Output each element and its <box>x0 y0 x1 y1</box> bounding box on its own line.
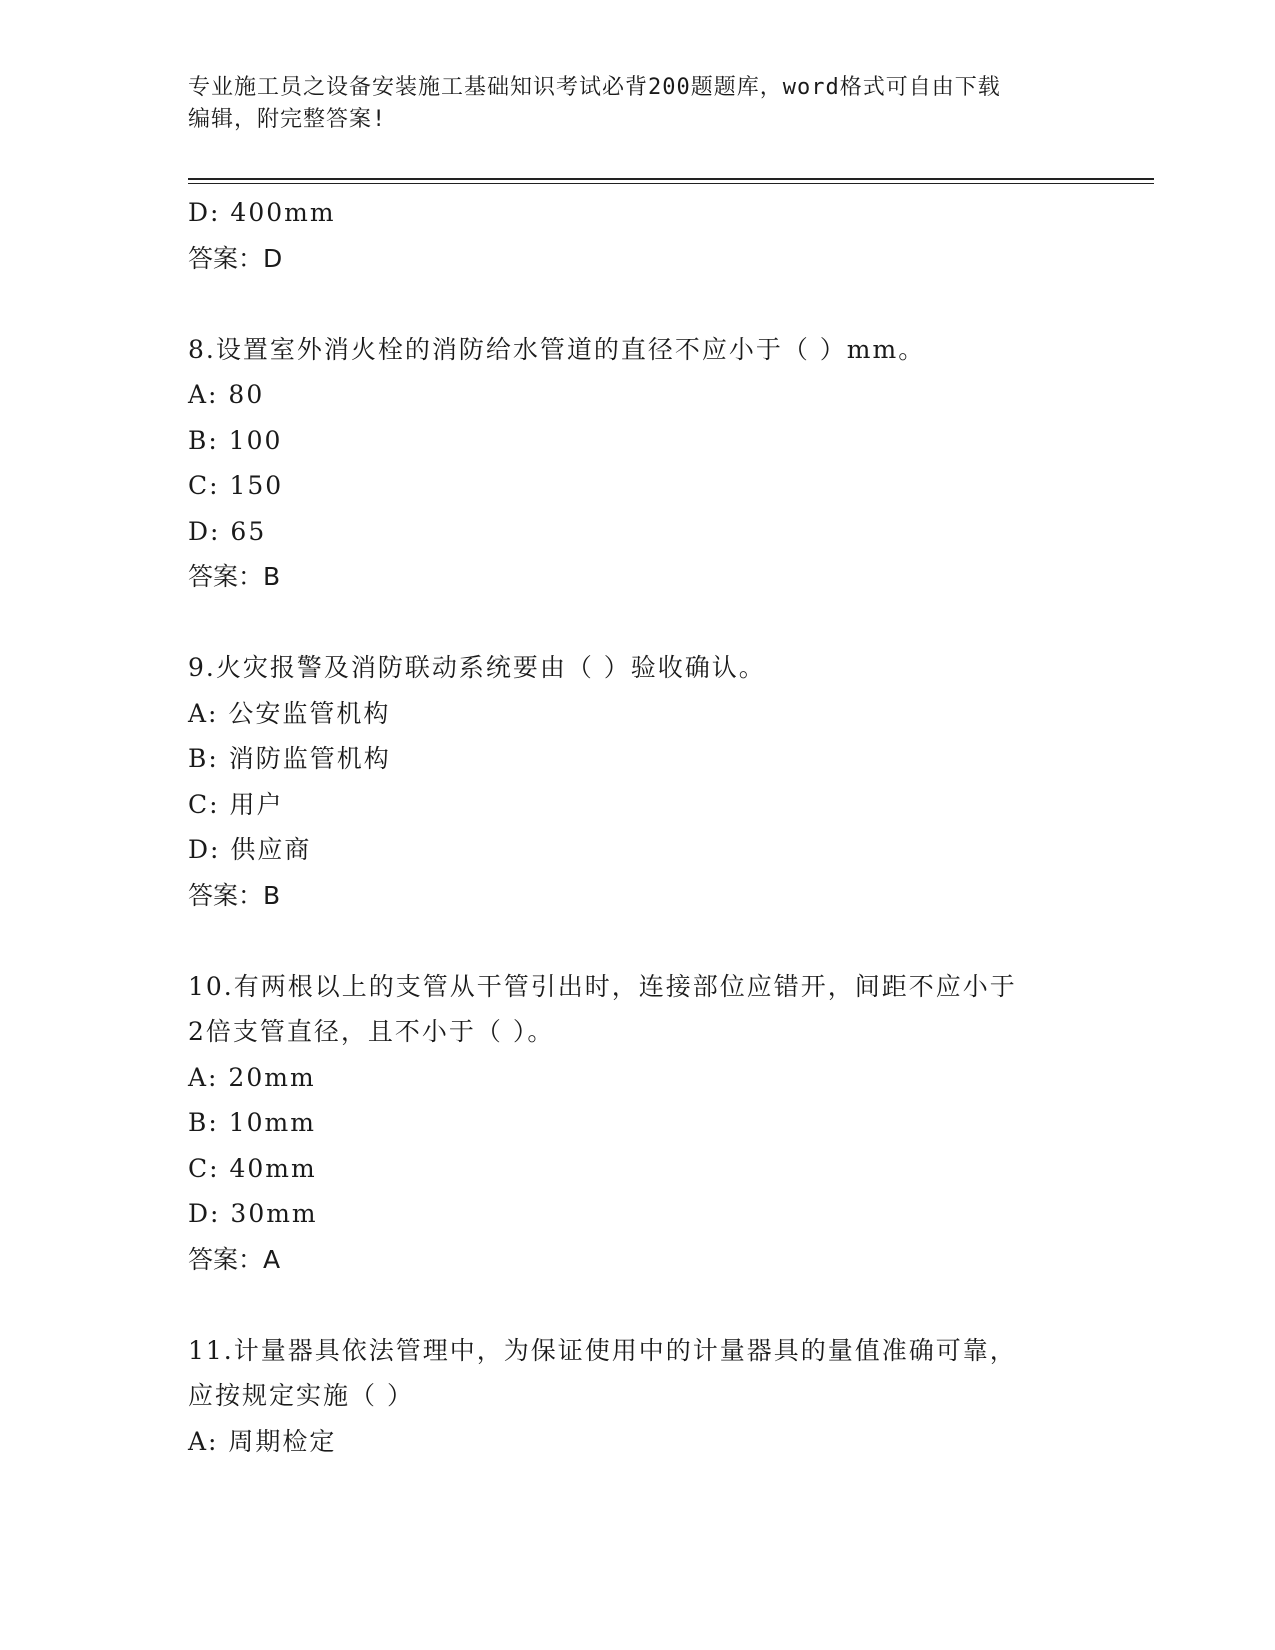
spacer <box>188 600 1088 646</box>
option-d: D: 30mm <box>188 1199 318 1228</box>
question-stem: 8.设置室外消火栓的消防给水管道的直径不应小于（ ）mm。 <box>188 334 926 364</box>
answer-line: 答案：B <box>188 880 281 910</box>
option-b: B: 消防监管机构 <box>188 744 391 773</box>
option-a: A: 80 <box>188 380 265 409</box>
header-divider <box>188 178 1154 184</box>
spacer <box>188 281 1088 327</box>
question-stem-line-2: 2倍支管直径，且不小于（ ）。 <box>188 1017 555 1046</box>
question-10 <box>188 964 1088 1283</box>
question-11 <box>188 1328 1088 1465</box>
spacer <box>188 1282 1088 1328</box>
option-a: A: 周期检定 <box>188 1426 337 1456</box>
question-stem-line-1: 11.计量器具依法管理中，为保证使用中的计量器具的量值准确可靠， <box>188 1335 1017 1365</box>
answer-line: 答案：A <box>188 1244 281 1274</box>
option-d: D: 400mm <box>188 198 336 227</box>
document-body <box>188 190 1088 1464</box>
option-a: A: 公安监管机构 <box>188 698 391 728</box>
question-stem: 9.火灾报警及消防联动系统要由（ ）验收确认。 <box>188 653 766 682</box>
header-title-line-1: 专业施工员之设备安装施工基础知识考试必背200题题库，word格式可自由下载 <box>188 75 1001 100</box>
answer-line: 答案：B <box>188 562 281 591</box>
option-b: B: 100 <box>188 425 283 455</box>
spacer <box>188 918 1088 964</box>
question-9 <box>188 645 1088 918</box>
question-stem-line-1: 10.有两根以上的支管从干管引出时，连接部位应错开，间距不应小于 <box>188 971 1017 1001</box>
question-stem-line-2: 应按规定实施（ ） <box>188 1381 414 1410</box>
question-7-tail <box>188 190 1088 281</box>
document-header <box>188 72 1068 136</box>
option-d: D: 65 <box>188 516 267 546</box>
answer-line: 答案：D <box>188 243 283 273</box>
header-title-line-2: 编辑，附完整答案! <box>188 107 387 132</box>
question-8 <box>188 327 1088 600</box>
option-d: D: 供应商 <box>188 835 312 864</box>
option-a: A: 20mm <box>188 1062 316 1092</box>
option-c: C: 150 <box>188 471 284 500</box>
option-c: C: 用户 <box>188 789 284 819</box>
option-c: C: 40mm <box>188 1153 317 1183</box>
option-b: B: 10mm <box>188 1108 316 1137</box>
